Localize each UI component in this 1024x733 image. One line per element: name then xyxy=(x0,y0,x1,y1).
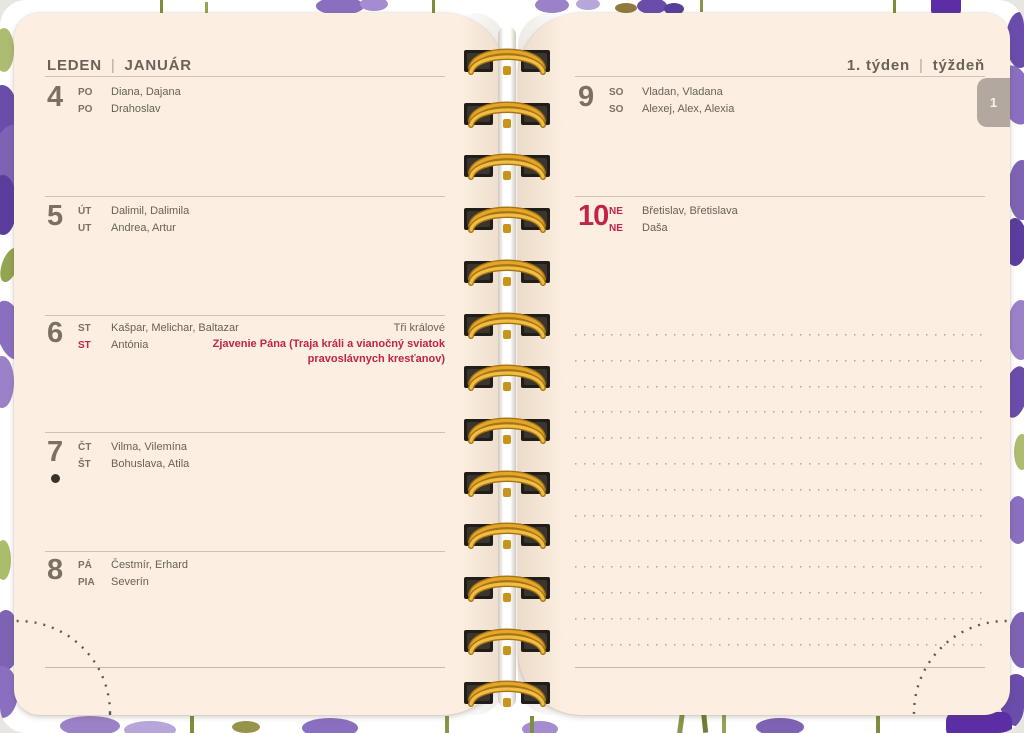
name-day-slovak: Antónia xyxy=(111,339,149,351)
week-page-tab[interactable] xyxy=(977,78,1010,127)
binding-ring xyxy=(463,624,551,656)
dotted-note-line xyxy=(575,566,985,568)
dotted-note-line xyxy=(575,386,985,388)
day-abbr-sk: ŠT xyxy=(78,459,91,470)
page-tab-label: 1 xyxy=(989,95,998,110)
binding-ring xyxy=(463,97,551,129)
binding-ring xyxy=(463,202,551,234)
week-header xyxy=(847,57,985,74)
day-number: 4 xyxy=(47,81,63,113)
day-entry-9 xyxy=(578,83,734,118)
holiday-block xyxy=(145,320,445,367)
binding-ring xyxy=(463,255,551,287)
czech-holiday-label: Tři králové xyxy=(393,322,445,334)
binding-ring xyxy=(463,518,551,550)
corner-perforation xyxy=(14,595,134,715)
day-abbr-cz: NE xyxy=(609,206,623,217)
name-day-czech: Vladan, Vladana xyxy=(642,86,723,98)
day-abbr-cz: SO xyxy=(609,87,624,98)
dotted-note-line xyxy=(575,411,985,413)
day-abbr-cz: PÁ xyxy=(78,560,92,571)
new-moon-icon xyxy=(51,474,60,483)
day-abbr-cz: ČT xyxy=(78,442,92,453)
day-abbr-sk: NE xyxy=(609,223,623,234)
name-day-slovak: Alexej, Alex, Alexia xyxy=(642,103,735,115)
dotted-note-line xyxy=(575,592,985,594)
day-abbr-sk: ST xyxy=(78,340,91,351)
binding-ring xyxy=(463,571,551,603)
day-separator xyxy=(575,196,985,197)
dotted-note-line xyxy=(575,334,985,336)
day-entry-10 xyxy=(578,202,738,237)
header-divider: | xyxy=(918,57,924,74)
day-separator xyxy=(45,432,445,433)
binding-ring xyxy=(463,676,551,708)
binding-ring xyxy=(463,149,551,181)
day-abbr-sk: UT xyxy=(78,223,92,234)
dotted-note-line xyxy=(575,540,985,542)
name-day-czech: Čestmír, Erhard xyxy=(111,559,189,571)
day-abbr-cz: ÚT xyxy=(78,206,92,217)
name-day-slovak: Andrea, Artur xyxy=(111,222,176,234)
day-abbr-sk: PO xyxy=(78,104,93,115)
name-day-czech: Vilma, Vilemína xyxy=(111,441,188,453)
dotted-note-line xyxy=(575,515,985,517)
name-day-czech: Břetislav, Břetislava xyxy=(642,205,738,217)
day-number: 7 xyxy=(47,436,63,468)
binding-ring xyxy=(463,44,551,76)
elastic-band-bottom xyxy=(946,712,1012,733)
binding-ring xyxy=(463,308,551,340)
day-abbr-cz: PO xyxy=(78,87,93,98)
month-name-slovak: JANUÁR xyxy=(124,57,192,74)
name-day-czech: Dalimil, Dalimila xyxy=(111,205,190,217)
header-rule xyxy=(45,76,445,77)
day-number: 10 xyxy=(578,200,609,232)
corner-perforation xyxy=(890,595,1010,715)
day-entry-8 xyxy=(47,556,188,591)
dotted-note-line xyxy=(575,437,985,439)
day-number: 5 xyxy=(47,200,63,232)
name-day-slovak: Severín xyxy=(111,576,149,588)
name-day-slovak: Bohuslava, Atila xyxy=(111,458,190,470)
binding-ring xyxy=(463,466,551,498)
binding-ring xyxy=(463,413,551,445)
name-day-czech: Kašpar, Melichar, Baltazar xyxy=(111,322,239,334)
day-separator xyxy=(45,551,445,552)
day-number: 9 xyxy=(578,81,594,113)
day-number: 6 xyxy=(47,317,63,349)
day-separator xyxy=(45,196,445,197)
day-entry-4 xyxy=(47,83,181,118)
dotted-note-line xyxy=(575,360,985,362)
day-abbr-sk: PIA xyxy=(78,577,95,588)
dotted-note-line xyxy=(575,489,985,491)
header-divider: | xyxy=(110,57,116,74)
day-number: 8 xyxy=(47,554,63,586)
dotted-note-line xyxy=(575,463,985,465)
day-entry-5 xyxy=(47,202,189,237)
day-entry-7 xyxy=(47,438,189,473)
name-day-slovak: Drahoslav xyxy=(111,103,161,115)
day-abbr-sk: SO xyxy=(609,104,624,115)
slovak-holiday-label: Zjavenie Pána (Traja králi a vianočný sviatok pravoslávnych kresťanov) xyxy=(212,338,445,365)
week-number-czech: 1. týden xyxy=(846,57,910,74)
day-abbr-cz: ST xyxy=(78,323,91,334)
left-page xyxy=(14,13,506,715)
week-word-slovak: týždeň xyxy=(932,57,985,74)
name-day-slovak: Daša xyxy=(642,222,668,234)
header-rule xyxy=(575,76,985,77)
binding-ring xyxy=(463,360,551,392)
right-page xyxy=(518,13,1010,715)
month-header xyxy=(47,57,192,74)
month-name-czech: LEDEN xyxy=(47,57,102,74)
day-separator xyxy=(45,315,445,316)
name-day-czech: Diana, Dajana xyxy=(111,86,181,98)
